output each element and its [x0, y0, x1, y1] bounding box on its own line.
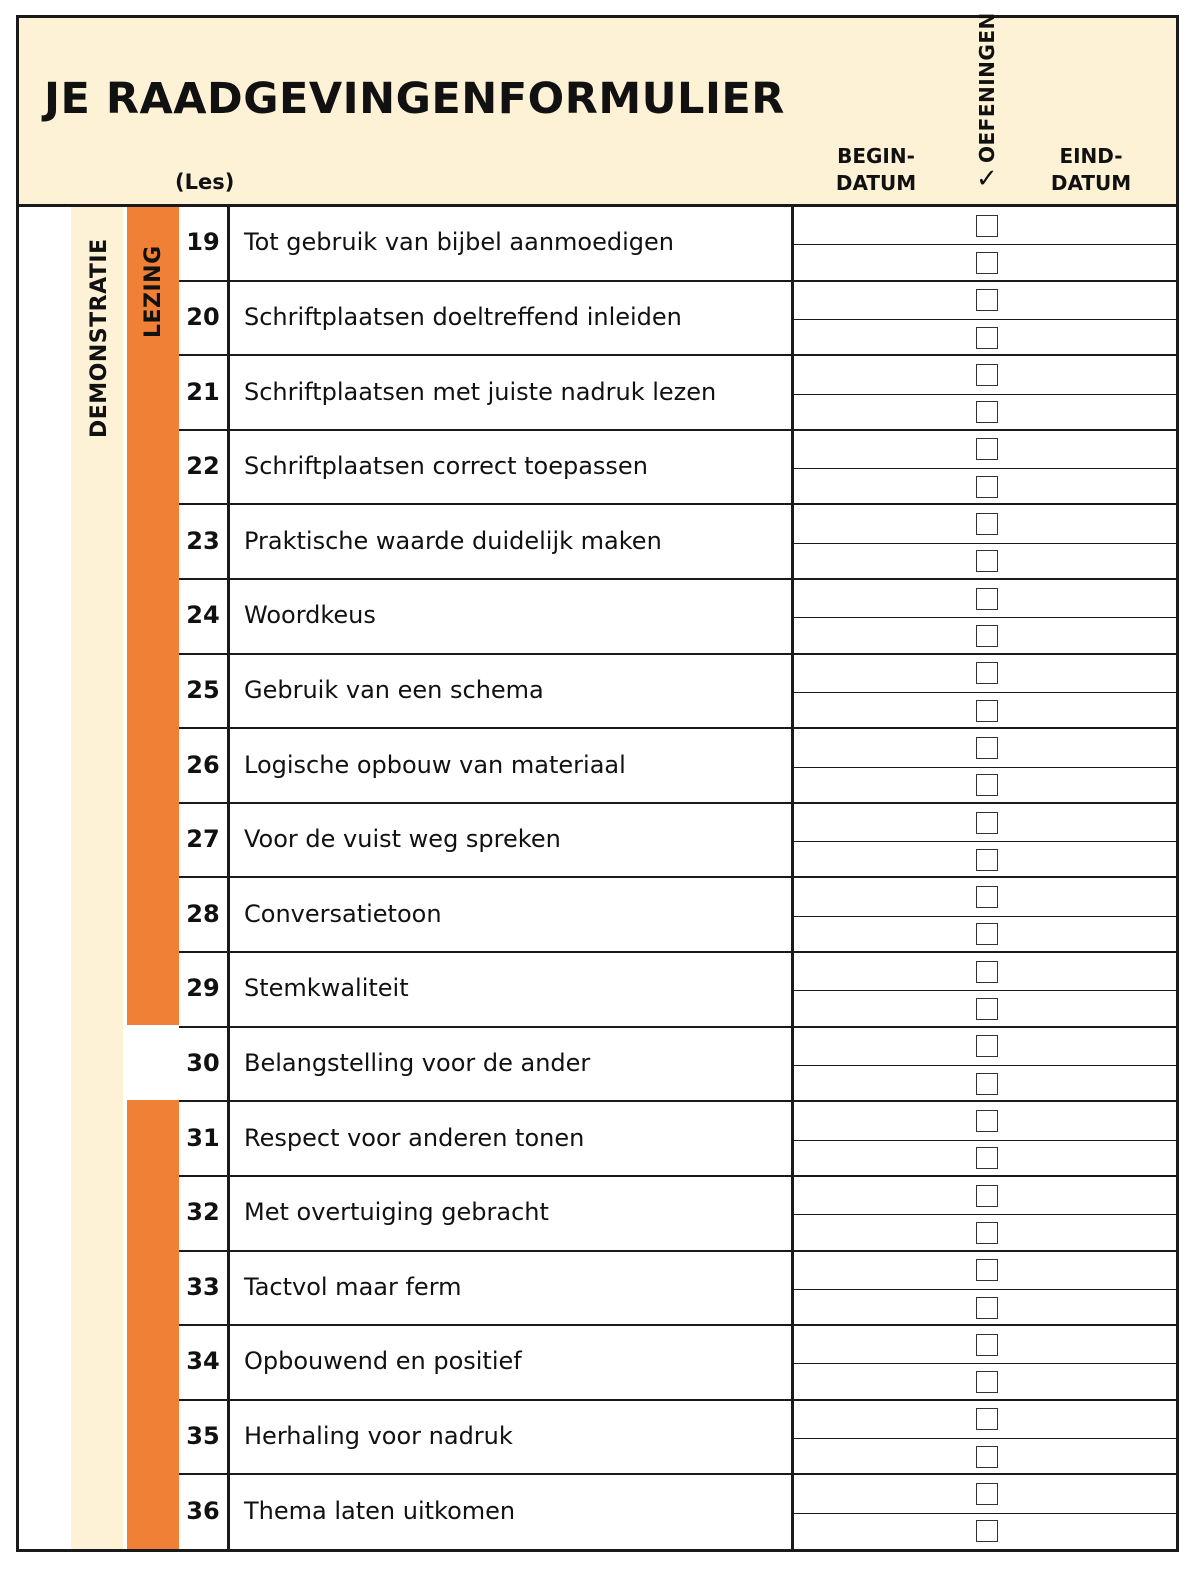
end-header-line2: DATUM [1050, 171, 1132, 195]
lesson-number: 25 [186, 675, 220, 704]
lesson-number: 22 [186, 452, 220, 481]
number-column-divider [227, 207, 230, 1549]
exercise-checkbox[interactable] [976, 812, 998, 834]
exercise-checkbox[interactable] [976, 513, 998, 535]
exercise-checkbox[interactable] [976, 998, 998, 1020]
table-row [19, 655, 1176, 730]
lesson-number: 29 [186, 974, 220, 1003]
lesson-label: Schriftplaatsen correct toepassen [244, 452, 648, 481]
lesson-label: Herhaling voor nadruk [244, 1422, 513, 1451]
table-row [19, 431, 1176, 506]
row-midline [792, 990, 1176, 991]
begin-header-line2: DATUM [835, 171, 917, 195]
lesson-label: Voor de vuist weg spreken [244, 825, 561, 854]
exercise-checkbox[interactable] [976, 588, 998, 610]
row-midline [792, 841, 1176, 842]
oefeningen-header: OEFENINGEN [975, 12, 999, 163]
table-row [19, 505, 1176, 580]
table-row [19, 953, 1176, 1028]
table-row [19, 1326, 1176, 1401]
lesson-label: Met overtuiging gebracht [244, 1198, 549, 1227]
begin-header-line1: BEGIN- [837, 144, 915, 168]
row-midline [792, 1363, 1176, 1364]
row-midline [792, 1065, 1176, 1066]
lesson-label: Conversatietoon [244, 899, 442, 928]
exercise-checkbox[interactable] [976, 849, 998, 871]
lezing-label: LEZING [141, 245, 166, 338]
lesson-number: 30 [186, 1049, 220, 1078]
lesson-number: 24 [186, 601, 220, 630]
exercise-checkbox[interactable] [976, 1483, 998, 1505]
end-date-header [1036, 143, 1146, 197]
row-midline [792, 244, 1176, 245]
lesson-label: Opbouwend en positief [244, 1347, 522, 1376]
end-header-line1: EIND- [1059, 144, 1123, 168]
exercise-checkbox[interactable] [976, 252, 998, 274]
lesson-number: 36 [186, 1496, 220, 1525]
lesson-number: 33 [186, 1272, 220, 1301]
exercise-checkbox[interactable] [976, 1147, 998, 1169]
row-midline [792, 468, 1176, 469]
lesson-number: 28 [186, 899, 220, 928]
exercise-checkbox[interactable] [976, 1520, 998, 1542]
exercise-checkbox[interactable] [976, 662, 998, 684]
begin-date-header [821, 143, 931, 197]
exercise-checkbox[interactable] [976, 438, 998, 460]
row-midline [792, 1438, 1176, 1439]
lesson-number: 35 [186, 1422, 220, 1451]
exercise-checkbox[interactable] [976, 1222, 998, 1244]
exercise-checkbox[interactable] [976, 1035, 998, 1057]
table-row [19, 1475, 1176, 1550]
lesson-number: 19 [186, 228, 220, 257]
les-label: (Les) [175, 170, 235, 194]
exercise-checkbox[interactable] [976, 1297, 998, 1319]
exercise-checkbox[interactable] [976, 1073, 998, 1095]
row-midline [792, 1513, 1176, 1514]
exercise-checkbox[interactable] [976, 1408, 998, 1430]
exercise-checkbox[interactable] [976, 289, 998, 311]
check-mark-icon: ✓ [976, 164, 998, 194]
table-row [19, 1177, 1176, 1252]
exercise-checkbox[interactable] [976, 1371, 998, 1393]
lesson-number: 34 [186, 1347, 220, 1376]
row-midline [792, 767, 1176, 768]
date-column-divider [791, 207, 794, 1549]
row-midline [792, 1289, 1176, 1290]
table-row [19, 1401, 1176, 1476]
exercise-checkbox[interactable] [976, 1185, 998, 1207]
exercise-checkbox[interactable] [976, 476, 998, 498]
lesson-number: 20 [186, 302, 220, 331]
exercise-checkbox[interactable] [976, 1110, 998, 1132]
row-midline [792, 617, 1176, 618]
lesson-number: 31 [186, 1123, 220, 1152]
table-row [19, 207, 1176, 282]
lesson-label: Belangstelling voor de ander [244, 1049, 591, 1078]
form-header [19, 12, 1176, 207]
lesson-label: Tot gebruik van bijbel aanmoedigen [244, 228, 674, 257]
lesson-label: Schriftplaatsen met juiste nadruk lezen [244, 377, 717, 406]
table-row [19, 1028, 1176, 1103]
lesson-number: 27 [186, 825, 220, 854]
demonstratie-label: DEMONSTRATIE [87, 238, 112, 438]
lesson-label: Gebruik van een schema [244, 675, 544, 704]
lesson-number: 23 [186, 526, 220, 555]
exercise-checkbox[interactable] [976, 700, 998, 722]
lesson-label: Logische opbouw van materiaal [244, 750, 626, 779]
exercise-checkbox[interactable] [976, 1259, 998, 1281]
row-midline [792, 692, 1176, 693]
table-row [19, 1252, 1176, 1327]
lesson-number: 32 [186, 1198, 220, 1227]
page-title: JE RAADGEVINGENFORMULIER [44, 74, 785, 124]
row-midline [792, 916, 1176, 917]
exercise-checkbox[interactable] [976, 774, 998, 796]
exercise-checkbox[interactable] [976, 923, 998, 945]
table-row [19, 879, 1176, 954]
exercise-checkbox[interactable] [976, 401, 998, 423]
row-midline [792, 543, 1176, 544]
exercise-checkbox[interactable] [976, 215, 998, 237]
row-midline [792, 319, 1176, 320]
lesson-label: Praktische waarde duidelijk maken [244, 526, 662, 555]
exercise-checkbox[interactable] [976, 737, 998, 759]
lesson-label: Stemkwaliteit [244, 974, 409, 1003]
lesson-label: Woordkeus [244, 601, 376, 630]
lesson-label: Thema laten uitkomen [244, 1496, 516, 1525]
table-row [19, 804, 1176, 879]
lesson-label: Respect voor anderen tonen [244, 1123, 585, 1152]
form-frame [16, 12, 1179, 1552]
exercise-checkbox[interactable] [976, 886, 998, 908]
exercise-checkbox[interactable] [976, 364, 998, 386]
row-midline [792, 1140, 1176, 1141]
lesson-number: 26 [186, 750, 220, 779]
table-row [19, 1102, 1176, 1177]
table-row [19, 356, 1176, 431]
exercise-checkbox[interactable] [976, 1446, 998, 1468]
row-midline [792, 394, 1176, 395]
exercise-checkbox[interactable] [976, 550, 998, 572]
lesson-number: 21 [186, 377, 220, 406]
lesson-table [19, 207, 1176, 1549]
lesson-label: Tactvol maar ferm [244, 1272, 462, 1301]
lesson-label: Schriftplaatsen doeltreffend inleiden [244, 302, 682, 331]
table-row [19, 580, 1176, 655]
exercise-checkbox[interactable] [976, 625, 998, 647]
table-row [19, 282, 1176, 357]
exercise-checkbox[interactable] [976, 327, 998, 349]
exercise-checkbox[interactable] [976, 961, 998, 983]
exercise-checkbox[interactable] [976, 1334, 998, 1356]
row-midline [792, 1214, 1176, 1215]
table-row [19, 729, 1176, 804]
